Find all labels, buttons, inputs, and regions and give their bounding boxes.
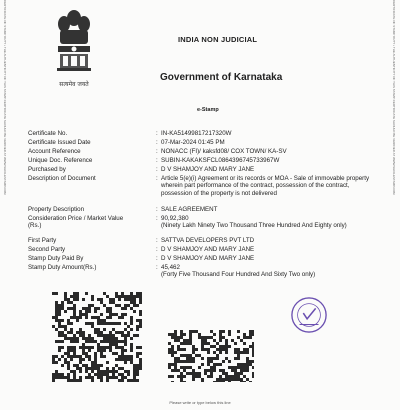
field-separator: :: [156, 139, 158, 146]
field-separator: :: [156, 255, 158, 262]
field-value: IN-KA51499817217320W: [161, 130, 232, 137]
field-separator: :: [156, 166, 158, 173]
qr-code-left: [52, 292, 142, 382]
field-value: D V SHAMJOY AND MARY JANE: [161, 246, 255, 253]
field-label: Certificate Issued Date: [28, 139, 91, 146]
field-value: 07-Mar-2024 01:45 PM: [161, 139, 225, 146]
field-label: Second Party: [28, 246, 66, 253]
field-value: [161, 215, 376, 230]
field-label: Certificate No.: [28, 130, 68, 137]
official-seal-icon: [290, 296, 328, 334]
field-value-words: (Forty Five Thousand Four Hundred And Sixty Two only): [161, 271, 316, 279]
field-label: Description of Document: [28, 175, 96, 182]
field-separator: :: [156, 175, 158, 182]
right-strip-text: CERTIFICATE OF STAMP DUTY • THE AUTHENTICITY OF THIS STAMP CERTIFICATE SHOULD BE VERIFIED AT WWW.SHCILESTAMP.COM: [392, 0, 396, 195]
field-value: SATTVA DEVELOPERS PVT LTD: [161, 237, 255, 244]
field-value: [161, 264, 376, 279]
document-type: e-Stamp: [197, 107, 219, 113]
left-security-strip: [0, 0, 10, 410]
government-title: Government of Karnataka: [160, 72, 283, 83]
emblem-motto: सत्यमेव जयते: [59, 81, 89, 88]
field-value-amount: 90,92,380: [161, 215, 189, 222]
field-label: Account Reference: [28, 148, 81, 155]
field-separator: :: [156, 264, 158, 271]
field-label: First Party: [28, 237, 57, 244]
left-strip-text: CERTIFICATE OF STAMP DUTY • THE AUTHENTICITY OF THIS STAMP CERTIFICATE SHOULD BE VERIFIED AT WWW.SHCILESTAMP.COM: [3, 0, 7, 195]
field-value-amount: 45,462: [161, 264, 180, 271]
document-heading: INDIA NON JUDICIAL: [178, 35, 258, 44]
field-separator: :: [156, 215, 158, 222]
national-emblem-icon: [54, 8, 94, 78]
field-label: Unique Doc. Reference: [28, 157, 93, 164]
field-separator: :: [156, 148, 158, 155]
field-separator: :: [156, 157, 158, 164]
field-separator: :: [156, 246, 158, 253]
field-label: Property Description: [28, 206, 85, 213]
field-label: Purchased by: [28, 166, 66, 173]
field-label: Stamp Duty Amount(Rs.): [28, 264, 97, 271]
field-value-words: (Ninety Lakh Ninety Two Thousand Three Hundred And Eighty only): [161, 222, 347, 230]
footer-instruction: Please write or type below this line: [169, 400, 231, 405]
field-value: NONACC (FI)/ kaksfd08/ COX TOWN/ KA-SV: [161, 148, 287, 155]
field-value: SALE AGREEMENT: [161, 206, 218, 213]
field-separator: :: [156, 130, 158, 137]
field-value: Article 5(e)(i) Agreement or its records or MOA - Sale of immovable property wherein part performance of the contract, possession of the contract, possession of the property is not delivered: [161, 175, 370, 197]
field-value: D V SHAMJOY AND MARY JANE: [161, 255, 255, 262]
field-separator: :: [156, 237, 158, 244]
qr-code-center: [168, 330, 254, 382]
right-security-strip: [389, 0, 399, 410]
field-value: SUBIN-KAKAKSFCL0864396745733967W: [161, 157, 280, 164]
field-label: Stamp Duty Paid By: [28, 255, 84, 262]
field-separator: :: [156, 206, 158, 213]
field-value: D V SHAMJOY AND MARY JANE: [161, 166, 255, 173]
field-label: Consideration Price / Market Value (Rs.): [28, 215, 124, 230]
